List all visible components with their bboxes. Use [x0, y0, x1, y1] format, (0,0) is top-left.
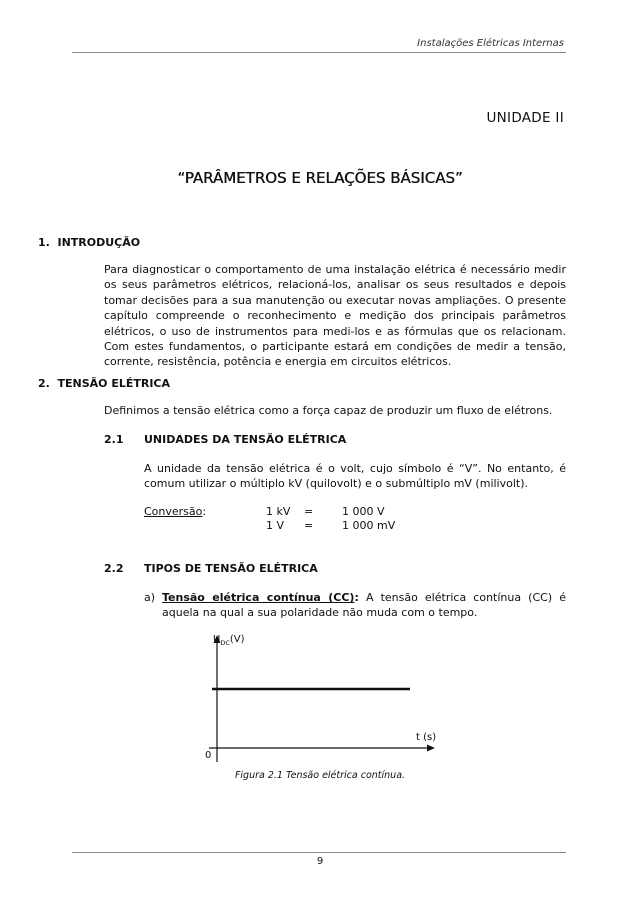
y-axis-label: $U_{DC}(V)$ — [213, 634, 245, 647]
unit-title: UNIDADE II — [486, 110, 564, 126]
x-axis-arrow-icon — [427, 745, 435, 752]
running-header: Instalações Elétricas Internas — [417, 38, 564, 49]
chapter-title: “PARÂMETROS E RELAÇÕES BÁSICAS” — [177, 169, 463, 187]
list-item-lead: Tensão elétrica contínua (CC) — [162, 591, 355, 604]
units-paragraph: A unidade da tensão elétrica é o volt, cujo símbolo é “V”. No entanto, é comum utilizar o múltiplo kV (quilovolt) e o submúltiplo mV (milivolt). — [144, 462, 566, 491]
conversion-left: 1 kV — [266, 505, 291, 518]
header-rule — [72, 52, 566, 53]
subsection-number: 2.1 — [104, 433, 124, 446]
x-axis-label: t (s) — [416, 732, 437, 743]
conversion-colon: : — [202, 505, 207, 518]
subsection-heading-2-1 — [104, 433, 346, 446]
list-item-lead-colon: : — [354, 591, 359, 604]
list-item-body: A tensão elétrica contínua (CC) é aquela na qual a sua polaridade não muda com o tempo. — [162, 591, 566, 620]
conversion-right: 1 000 mV — [342, 519, 396, 532]
subsection-title: UNIDADES DA TENSÃO ELÉTRICA — [144, 433, 347, 446]
conversion-equals: = — [304, 519, 314, 532]
conversion-label: Conversão — [144, 505, 203, 518]
definition-text: Definimos a tensão elétrica como a força capaz de produzir um fluxo de elétrons. — [104, 404, 553, 417]
subsection-title: TIPOS DE TENSÃO ELÉTRICA — [144, 562, 318, 575]
subsection-number: 2.2 — [104, 562, 124, 575]
conversion-right: 1 000 V — [342, 505, 385, 518]
list-item-a — [144, 590, 566, 621]
section-heading-tensao: 2. TENSÃO ELÉTRICA — [38, 377, 171, 390]
conversion-left: 1 V — [266, 519, 285, 532]
subsection-heading-2-2 — [104, 562, 318, 575]
origin-label: 0 — [205, 750, 212, 761]
conversion-label-wrap — [144, 505, 206, 518]
section-heading-introducao: 1. INTRODUÇÃO — [38, 236, 141, 249]
list-item-text — [162, 590, 566, 621]
conversion-equals: = — [304, 505, 314, 518]
figure-caption: Figura 2.1 Tensão elétrica contínua. — [234, 770, 406, 781]
footer-rule — [72, 852, 566, 853]
intro-paragraph: Para diagnosticar o comportamento de uma instalação elétrica é necessário medir os seus parâmetros elétricos, relacioná-los, analisar os seus resultados e depois tomar decisões para a sua manutenção ou executar novas ampliações. O presente capítulo compreende o reconhecimento e medição dos principais parâmetros elétricos, o uso de instrumentos para medi-los e as fórmulas que os relacionam. Com estes fundamentos, o participante estará em condições de medir a tensão, corrente, resistência, potência e energia em circuitos elétricos. — [104, 263, 566, 369]
list-bullet: a) — [144, 591, 156, 604]
page-number: 9 — [316, 856, 324, 867]
dc-voltage-figure — [190, 630, 450, 770]
